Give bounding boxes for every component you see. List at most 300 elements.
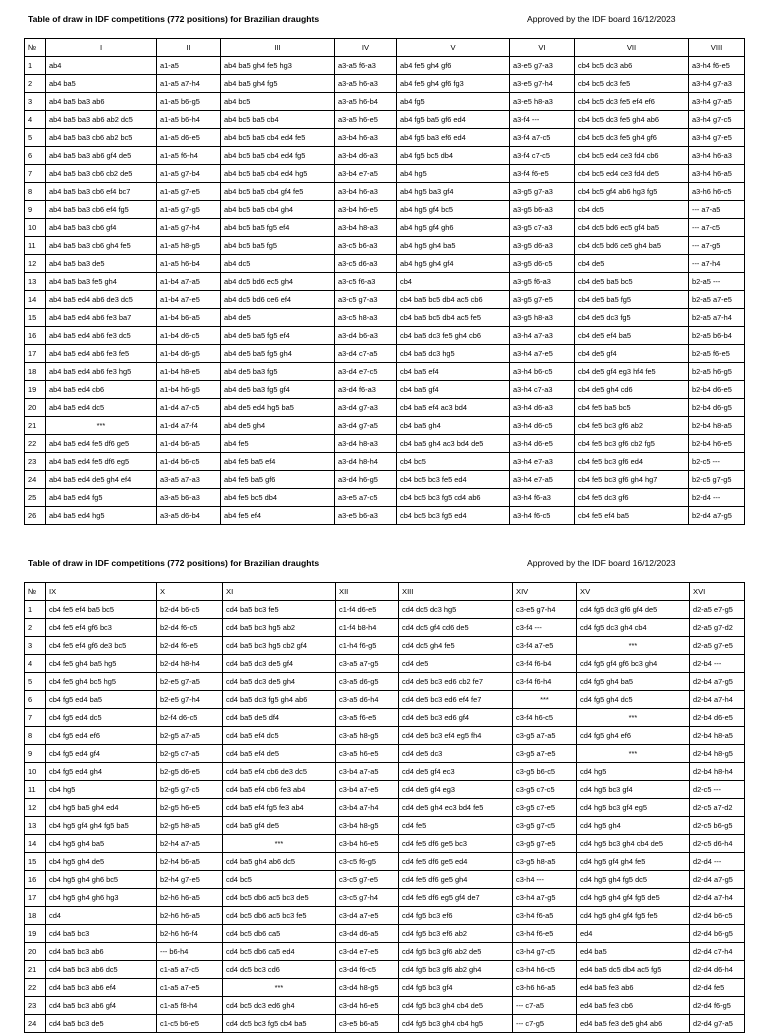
table-row (25, 93, 745, 111)
table-cell: d2-b4 h8-g5 (690, 745, 745, 763)
row-number-cell: 9 (25, 745, 46, 763)
table-cell: --- c7-g5 (513, 1015, 577, 1033)
row-number-cell: 15 (25, 853, 46, 871)
table-cell: cb4 de5 (575, 255, 689, 273)
table-cell: b2-d4 a7-g5 (689, 507, 745, 525)
table-cell: a3-g5 g7-a3 (510, 183, 575, 201)
table-cell: c3-b4 h6-e5 (336, 835, 399, 853)
table-cell: ab4 bc5 ba5 cb4 ed4 fe5 (221, 129, 335, 147)
row-number-cell: 21 (25, 417, 46, 435)
table-cell: ed4 ba5 (577, 943, 690, 961)
table-cell: cb4 ba5 gh4 ac3 bd4 de5 (397, 435, 510, 453)
table-cell: ab4 ba5 ed4 ab6 fe3 ba7 (46, 309, 157, 327)
table-cell: c3-e5 b6-a5 (336, 1015, 399, 1033)
row-number-cell: 1 (25, 57, 46, 75)
table-cell: a3-b4 e7-a5 (335, 165, 397, 183)
table-cell: a1-d4 a7-c5 (157, 399, 221, 417)
table-cell: a3-c5 b6-a3 (335, 237, 397, 255)
table-cell: c3-c5 g7-h4 (336, 889, 399, 907)
header-cell-column: VI (510, 39, 575, 57)
table-cell: a1-a5 f6-h4 (157, 147, 221, 165)
table-cell: cd4 hg5 gh4 gf4 fg5 fe5 (577, 907, 690, 925)
table-cell: a3-e5 a7-c5 (335, 489, 397, 507)
table-row (25, 943, 745, 961)
table-cell: ab4 ba5 ba3 ab6 ab2 dc5 (46, 111, 157, 129)
table-cell: cb4 fg5 ed4 ef6 (46, 727, 157, 745)
row-number-cell: 16 (25, 327, 46, 345)
table-cell: c3-h4 h6-c5 (513, 961, 577, 979)
table-row (25, 745, 745, 763)
table-cell: ab4 ba5 ed4 ab6 fe3 hg5 (46, 363, 157, 381)
table-cell: a3-h4 c7-a3 (510, 381, 575, 399)
table-cell: ab4 fe5 ba5 ef4 (221, 453, 335, 471)
table-cell: cb4 fe5 ba5 bc5 (575, 399, 689, 417)
table-cell: cd4 dc5 bc3 fg5 cb4 ba5 (223, 1015, 336, 1033)
table-cell: cd4 dc5 gf4 cd6 de5 (399, 619, 513, 637)
table-cell: cd4 fe5 (399, 817, 513, 835)
table-cell: b2-a5 a7-e5 (689, 291, 745, 309)
table-cell: d2-d4 a7-g5 (690, 871, 745, 889)
table-cell: cb4 bc5 dc3 fe5 gh4 gf6 (575, 129, 689, 147)
table-cell: a3-h4 e7-a3 (510, 453, 575, 471)
table-cell: cd4 ba5 ef4 cb6 de3 dc5 (223, 763, 336, 781)
table-row (25, 417, 745, 435)
table-cell: a3-h6 h6-c5 (689, 183, 745, 201)
row-number-cell: 14 (25, 291, 46, 309)
table-cell: cd4 ba5 ef4 dc5 (223, 727, 336, 745)
table-cell: cd4 fg5 bc3 gh4 cb4 hg5 (399, 1015, 513, 1033)
table-cell: a1-a5 g7-g5 (157, 201, 221, 219)
table-cell: *** (223, 979, 336, 997)
table-cell: a3-d4 b6-a3 (335, 327, 397, 345)
table-cell: cb4 ba5 ef4 (397, 363, 510, 381)
table-cell: cb4 dc5 bd6 ce5 gh4 ba5 (575, 237, 689, 255)
table-cell: a3-h4 g7-a3 (689, 75, 745, 93)
table-cell: cb4 ba5 dc3 hg5 (397, 345, 510, 363)
table-cell: ed4 ba5 fe3 ab6 (577, 979, 690, 997)
table-cell: cd4 dc5 dc3 hg5 (399, 601, 513, 619)
table-cell: cd4 bc5 dc3 ed6 gh4 (223, 997, 336, 1015)
row-number-cell: 24 (25, 1015, 46, 1033)
table-cell: a1-b4 h6-g5 (157, 381, 221, 399)
table-cell: ab4 ba5 ba3 cb6 gf4 (46, 219, 157, 237)
table-cell: c3-h6 h6-a5 (513, 979, 577, 997)
table-cell: c1-c5 b6-e5 (157, 1015, 223, 1033)
table-cell: d2-c5 --- (690, 781, 745, 799)
table-cell: a3-b4 h6-a3 (335, 183, 397, 201)
table-cell: ab4 ba5 ba3 ab6 (46, 93, 157, 111)
table-cell: *** (577, 709, 690, 727)
table-cell: d2-d4 b6-g5 (690, 925, 745, 943)
row-number-cell: 10 (25, 763, 46, 781)
row-number-cell: 24 (25, 471, 46, 489)
table-row (25, 255, 745, 273)
table-row (25, 489, 745, 507)
table-cell: ab4 ba5 (46, 75, 157, 93)
table-cell: c3-f4 --- (513, 619, 577, 637)
table-cell: ab4 ba5 ed4 ab6 de3 dc5 (46, 291, 157, 309)
row-number-cell: 26 (25, 507, 46, 525)
table-cell: ab4 ba5 ba3 cb6 cb2 de5 (46, 165, 157, 183)
table-cell: ab4 de5 ba3 fg5 (221, 363, 335, 381)
table-cell: a3-d4 g7-a5 (335, 417, 397, 435)
table-cell: b2-b4 h8-a5 (689, 417, 745, 435)
table-cell: --- a7-h4 (689, 255, 745, 273)
table-cell: --- a7-g5 (689, 237, 745, 255)
table-cell: cb4 de5 dc3 fg5 (575, 309, 689, 327)
table-row (25, 979, 745, 997)
table-title: Table of draw in IDF competitions (772 positions) for Brazilian draughts (28, 558, 320, 568)
table-row (25, 327, 745, 345)
table-cell: a3-a5 h6-b4 (335, 93, 397, 111)
table-cell: a3-a5 h6-a3 (335, 75, 397, 93)
table-cell: cd4 ba5 dc3 de5 gf4 (223, 655, 336, 673)
table-cell: d2-d4 g7-a5 (690, 1015, 745, 1033)
table-cell: cd4 ba5 gf4 de5 (223, 817, 336, 835)
table-cell: a3-a5 h6-e5 (335, 111, 397, 129)
table-cell: cd4 bc5 db6 ca5 (223, 925, 336, 943)
table-cell: ab4 (46, 57, 157, 75)
header-cell-column: XIV (513, 583, 577, 601)
table-cell: cb4 fe5 ef4 ba5 bc5 (46, 601, 157, 619)
table-row (25, 853, 745, 871)
table-cell: cd4 de5 bc3 ed6 ef4 fe7 (399, 691, 513, 709)
table-cell: b2-e5 g7-a5 (157, 673, 223, 691)
table-cell: ed4 (577, 925, 690, 943)
table-header-row (25, 39, 745, 57)
table-cell: b2-b4 d6-e5 (689, 381, 745, 399)
table-cell: b2-c5 --- (689, 453, 745, 471)
table-cell: c3-f4 f6-h4 (513, 673, 577, 691)
row-number-cell: 15 (25, 309, 46, 327)
header-cell-column: XVI (690, 583, 745, 601)
table-cell: b2-f4 d6-c5 (157, 709, 223, 727)
row-number-cell: 16 (25, 871, 46, 889)
table-cell: c3-d4 a7-e5 (336, 907, 399, 925)
table-cell: a3-h4 h6-a3 (689, 147, 745, 165)
table-cell: c1-a5 a7-e5 (157, 979, 223, 997)
table-row (25, 57, 745, 75)
table-cell: cb4 hg5 gf4 gh4 fg5 ba5 (46, 817, 157, 835)
row-number-cell: 25 (25, 489, 46, 507)
draw-table (24, 582, 745, 1033)
row-number-cell: 23 (25, 453, 46, 471)
table-cell: a3-c5 g7-a3 (335, 291, 397, 309)
table-cell: cd4 ba5 bc3 ab6 (46, 943, 157, 961)
table-cell: cd4 ba5 ef4 cb6 fe3 ab4 (223, 781, 336, 799)
table-cell: ab4 fe5 (221, 435, 335, 453)
table-cell: a3-b4 h6-e5 (335, 201, 397, 219)
table-cell: a1-a5 h8-g5 (157, 237, 221, 255)
table-cell: cd4 fg5 bc3 ef6 ab2 (399, 925, 513, 943)
table-row (25, 273, 745, 291)
table-cell: ab4 hg5 (397, 165, 510, 183)
table-cell: ab4 ba5 ba3 cb6 ef4 bc7 (46, 183, 157, 201)
table-cell: d2-a5 e7-g5 (690, 601, 745, 619)
table-cell: cd4 de5 bc3 ed6 gf4 (399, 709, 513, 727)
table-cell: cb4 ba5 dc3 fe5 gh4 cb6 (397, 327, 510, 345)
table-row (25, 345, 745, 363)
table-cell: ab4 bc5 ba5 cb4 gh4 (221, 201, 335, 219)
header-cell-column: XV (577, 583, 690, 601)
table-cell: ab4 ba5 ba3 ab6 gf4 de5 (46, 147, 157, 165)
row-number-cell: 5 (25, 129, 46, 147)
table-cell: d2-d4 --- (690, 853, 745, 871)
table-cell: cd4 ba5 gh4 ab6 dc5 (223, 853, 336, 871)
table-cell: ed4 ba5 fe3 de5 gh4 ab6 (577, 1015, 690, 1033)
table-section-2 (24, 554, 744, 1033)
table-cell: ab4 bc5 ba5 fg5 ef4 (221, 219, 335, 237)
table-cell: b2-h4 b6-a5 (157, 853, 223, 871)
table-cell: cd4 ba5 bc3 (46, 925, 157, 943)
table-row (25, 363, 745, 381)
row-number-cell: 10 (25, 219, 46, 237)
table-cell: ab4 ba5 gh4 fg5 (221, 75, 335, 93)
table-cell: cd4 fg5 gh4 ba5 (577, 673, 690, 691)
table-cell: cd4 hg5 gh4 gf4 fg5 de5 (577, 889, 690, 907)
table-cell: cb4 fg5 ed4 gf4 (46, 745, 157, 763)
table-cell: d2-b4 a7-g5 (690, 673, 745, 691)
table-cell: cd4 de5 gf4 eg3 (399, 781, 513, 799)
table-cell: b2-a5 a7-h4 (689, 309, 745, 327)
table-cell: ab4 ba5 ba3 cb6 gh4 fe5 (46, 237, 157, 255)
table-cell: a3-h4 a7-e5 (510, 345, 575, 363)
row-number-cell: 20 (25, 943, 46, 961)
table-cell: a3-d4 h8-h4 (335, 453, 397, 471)
table-cell: ab4 de5 ba3 fg5 gf4 (221, 381, 335, 399)
header-cell-column: IX (46, 583, 157, 601)
approval-note: Approved by the IDF board 16/12/2023 (527, 14, 676, 24)
table-cell: cd4 fe5 df6 ge5 bc3 (399, 835, 513, 853)
table-cell: cd4 ba5 dc3 de5 gh4 (223, 673, 336, 691)
table-cell: a1-b4 a7-a5 (157, 273, 221, 291)
table-cell: c3-f4 f6-b4 (513, 655, 577, 673)
table-cell: b2-a5 f6-e5 (689, 345, 745, 363)
table-cell: cd4 ba5 bc3 ab6 ef4 (46, 979, 157, 997)
table-cell: a1-a5 g7-e5 (157, 183, 221, 201)
table-cell: b2-a5 b6-b4 (689, 327, 745, 345)
table-cell: a3-c5 d6-a3 (335, 255, 397, 273)
table-cell: cb4 hg5 gh4 de5 (46, 853, 157, 871)
table-cell: cb4 fe5 ef4 ba5 (575, 507, 689, 525)
table-cell: cb4 hg5 (46, 781, 157, 799)
table-row (25, 763, 745, 781)
table-cell: ab4 dc5 (221, 255, 335, 273)
row-number-cell: 11 (25, 237, 46, 255)
table-cell: cd4 fg5 bc3 gh4 cb4 de5 (399, 997, 513, 1015)
table-cell: *** (223, 835, 336, 853)
table-cell: ab4 fe5 bc5 db4 (221, 489, 335, 507)
row-number-cell: 6 (25, 691, 46, 709)
table-cell: cb4 dc5 bd6 ec5 gf4 ba5 (575, 219, 689, 237)
table-cell: cd4 de5 dc3 (399, 745, 513, 763)
table-cell: cd4 fg5 dc3 gf6 gf4 de5 (577, 601, 690, 619)
table-cell: ab4 fe5 gh4 gf6 fg3 (397, 75, 510, 93)
table-cell: b2-g5 h8-a5 (157, 817, 223, 835)
row-number-cell: 22 (25, 979, 46, 997)
header-cell-column: X (157, 583, 223, 601)
table-cell: cb4 fe5 bc3 gf6 gh4 hg7 (575, 471, 689, 489)
table-cell: cb4 fe5 ef4 gf6 bc3 (46, 619, 157, 637)
table-cell: d2-c5 d6-h4 (690, 835, 745, 853)
table-cell: cd4 ba5 bc3 ab6 gf4 (46, 997, 157, 1015)
row-number-cell: 7 (25, 709, 46, 727)
table-cell: cb4 bc5 dc3 fe5 gh4 ab6 (575, 111, 689, 129)
table-cell: cb4 de5 gh4 cd6 (575, 381, 689, 399)
row-number-cell: 21 (25, 961, 46, 979)
table-cell: a1-b4 h8-e5 (157, 363, 221, 381)
table-cell: c1-a5 f8-h4 (157, 997, 223, 1015)
table-cell: b2-g5 c7-a5 (157, 745, 223, 763)
table-row (25, 147, 745, 165)
header-cell-column: I (46, 39, 157, 57)
table-cell: b2-h4 g7-e5 (157, 871, 223, 889)
table-cell: a3-h4 d6-e5 (510, 435, 575, 453)
table-cell: a3-h4 f6-e5 (689, 57, 745, 75)
table-cell: a3-g5 g7-e5 (510, 291, 575, 309)
table-cell: cd4 de5 bc3 ef4 eg5 fh4 (399, 727, 513, 745)
table-cell: d2-a5 g7-e5 (690, 637, 745, 655)
table-cell: cd4 fg5 bc3 gf6 ab2 de5 (399, 943, 513, 961)
table-cell: c3-f4 a7-e5 (513, 637, 577, 655)
table-cell: cd4 de5 gh4 ec3 bd4 fe5 (399, 799, 513, 817)
table-cell: cd4 hg5 gf4 gh4 fe5 (577, 853, 690, 871)
table-cell: b2-d4 b6-c5 (157, 601, 223, 619)
table-cell: cb4 bc5 dc3 fe5 ef4 ef6 (575, 93, 689, 111)
table-cell: ab4 de5 ba5 fg5 ef4 (221, 327, 335, 345)
row-number-cell: 12 (25, 255, 46, 273)
table-cell: ab4 bc5 ba5 fg5 (221, 237, 335, 255)
table-cell: b2-d4 --- (689, 489, 745, 507)
row-number-cell: 18 (25, 363, 46, 381)
table-cell: d2-b4 h8-a5 (690, 727, 745, 745)
table-cell: a3-a5 f6-a3 (335, 57, 397, 75)
table-cell: a3-h4 f6-c5 (510, 507, 575, 525)
table-row (25, 183, 745, 201)
table-row (25, 781, 745, 799)
table-cell: cb4 bc5 dc3 ab6 (575, 57, 689, 75)
table-cell: a3-g5 d6-c5 (510, 255, 575, 273)
table-cell: b2-b4 h6-e5 (689, 435, 745, 453)
table-cell: a3-d4 h8-a3 (335, 435, 397, 453)
table-cell: c3-g5 b6-c5 (513, 763, 577, 781)
table-row (25, 291, 745, 309)
table-cell: cd4 hg5 bc3 gf4 (577, 781, 690, 799)
table-cell: cd4 bc5 db6 ca5 ed4 (223, 943, 336, 961)
table-cell: ab4 ba5 ed4 hg5 (46, 507, 157, 525)
table-cell: a3-g5 c7-a3 (510, 219, 575, 237)
table-cell: ab4 dc5 bd6 ec5 gh4 (221, 273, 335, 291)
table-row (25, 309, 745, 327)
table-row (25, 889, 745, 907)
table-cell: b2-h4 a7-a5 (157, 835, 223, 853)
table-cell: ab4 hg5 gh4 gf4 (397, 255, 510, 273)
row-number-cell: 23 (25, 997, 46, 1015)
row-number-cell: 17 (25, 345, 46, 363)
table-cell: c1-f4 d6-e5 (336, 601, 399, 619)
table-cell: c3-d4 d6-a5 (336, 925, 399, 943)
table-cell: cd4 fg5 dc3 gh4 cb4 (577, 619, 690, 637)
table-cell: a3-d4 f6-a3 (335, 381, 397, 399)
table-cell: cb4 fe5 bc3 gf6 ab2 (575, 417, 689, 435)
table-cell: b2-g5 a7-a5 (157, 727, 223, 745)
table-cell: c3-g5 a7-a5 (513, 727, 577, 745)
table-cell: a3-h4 a7-a3 (510, 327, 575, 345)
table-cell: a3-e5 b6-a3 (335, 507, 397, 525)
row-number-cell: 8 (25, 727, 46, 745)
row-number-cell: 20 (25, 399, 46, 417)
table-cell: cb4 fe5 gh4 bc5 hg5 (46, 673, 157, 691)
table-cell: b2-c5 g7-g5 (689, 471, 745, 489)
table-cell: cd4 (46, 907, 157, 925)
table-cell: cb4 de5 ba5 bc5 (575, 273, 689, 291)
table-row (25, 471, 745, 489)
table-cell: ab4 de5 ed4 hg5 ba5 (221, 399, 335, 417)
table-cell: c3-a5 d6-h4 (336, 691, 399, 709)
table-cell: a3-h4 g7-c5 (689, 111, 745, 129)
table-cell: cd4 bc5 (223, 871, 336, 889)
table-cell: a1-a5 a7-h4 (157, 75, 221, 93)
table-cell: cb4 fe5 bc3 gf6 ed4 (575, 453, 689, 471)
table-cell: cd4 ba5 bc3 hg5 ab2 (223, 619, 336, 637)
table-cell: ed4 ba5 dc5 db4 ac5 fg5 (577, 961, 690, 979)
row-number-cell: 11 (25, 781, 46, 799)
table-cell: c3-d4 e7-e5 (336, 943, 399, 961)
table-cell: c3-a5 f6-e5 (336, 709, 399, 727)
table-cell: d2-c5 b6-g5 (690, 817, 745, 835)
table-cell: ab4 hg5 gh4 ba5 (397, 237, 510, 255)
table-cell: a1-a5 g7-b4 (157, 165, 221, 183)
row-number-cell: 14 (25, 835, 46, 853)
table-cell: ab4 ba5 gh4 fe5 hg3 (221, 57, 335, 75)
header-cell-number: № (25, 583, 46, 601)
table-cell: c3-h4 f6-a5 (513, 907, 577, 925)
table-cell: a3-a5 a7-a3 (157, 471, 221, 489)
table-cell: ab4 ba5 ba3 cb6 ab2 bc5 (46, 129, 157, 147)
table-cell: ab4 hg5 gf4 bc5 (397, 201, 510, 219)
table-cell: d2-a5 g7-d2 (690, 619, 745, 637)
table-cell: a3-h4 d6-a3 (510, 399, 575, 417)
table-cell: d2-b4 d6-e5 (690, 709, 745, 727)
table-row (25, 507, 745, 525)
table-cell: a1-a5 (157, 57, 221, 75)
row-number-cell: 7 (25, 165, 46, 183)
table-cell: ab4 bc5 ba5 cb4 (221, 111, 335, 129)
header-cell-column: V (397, 39, 510, 57)
table-cell: a1-d4 a7-f4 (157, 417, 221, 435)
table-row (25, 709, 745, 727)
table-cell: d2-d4 fe5 (690, 979, 745, 997)
table-cell: c3-g5 c7-e5 (513, 799, 577, 817)
table-row (25, 871, 745, 889)
table-cell: d2-d4 a7-h4 (690, 889, 745, 907)
table-cell: ab4 de5 (221, 309, 335, 327)
table-cell: cd4 ba5 dc3 fg5 gh4 ab6 (223, 691, 336, 709)
table-cell: cd4 ba5 bc3 fe5 (223, 601, 336, 619)
row-number-cell: 6 (25, 147, 46, 165)
table-cell: b2-g5 d6-e5 (157, 763, 223, 781)
table-cell: d2-d4 b6-c5 (690, 907, 745, 925)
table-cell: cb4 bc5 ed4 ce3 fd4 de5 (575, 165, 689, 183)
table-cell: cd4 ba5 de5 df4 (223, 709, 336, 727)
table-cell: cd4 hg5 bc3 gf4 eg5 (577, 799, 690, 817)
table-cell: *** (46, 417, 157, 435)
table-cell: a1-d4 b6-a5 (157, 435, 221, 453)
table-cell: ab4 dc5 bd6 ce6 ef4 (221, 291, 335, 309)
table-cell: a1-a5 g7-h4 (157, 219, 221, 237)
table-cell: cd4 ba5 ef4 de5 (223, 745, 336, 763)
header-cell-column: VIII (689, 39, 745, 57)
